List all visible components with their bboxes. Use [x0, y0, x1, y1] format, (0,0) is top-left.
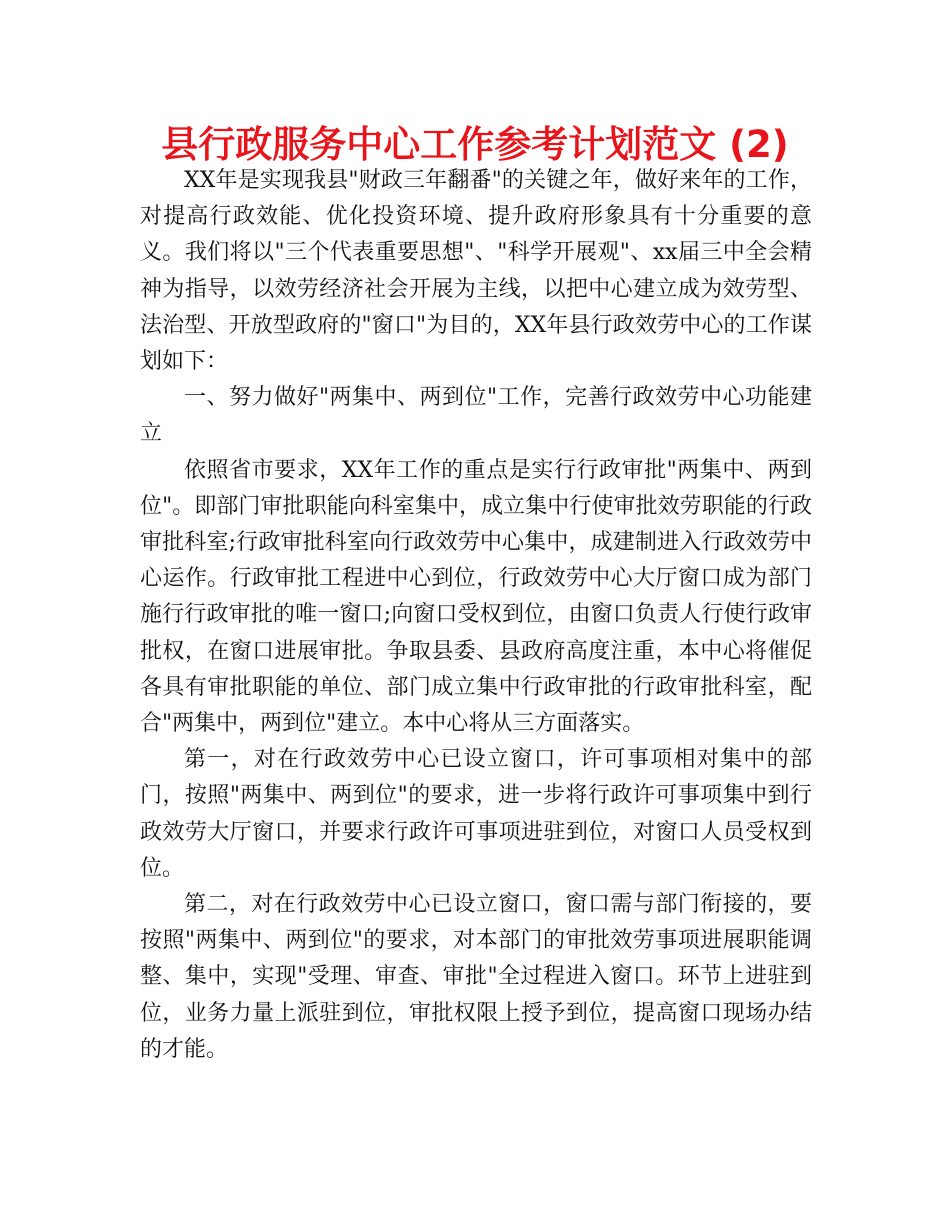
paragraph-intro: XX年是实现我县"财政三年翻番"的关键之年，做好来年的工作，对提高行政效能、优化投资环境、提升政府形象具有十分重要的意义。我们将以"三个代表重要思想"、"科学开展观"、xx届三中全会精神为指导，以效劳经济社会开展为主线，以把中心建立成为效劳型、法治型、开放型政府的"窗口"为目的，XX年县行政效劳中心的工作谋划如下：: [140, 168, 812, 375]
paragraph-first-measure: 第一，对在行政效劳中心已设立窗口，许可事项相对集中的部门，按照"两集中、两到位"的要求，进一步将行政许可事项集中到行政效劳大厅窗口，并要求行政许可事项进驻到位，对窗口人员受权到位。: [140, 747, 812, 881]
paragraph-second-measure: 第二，对在行政效劳中心已设立窗口，窗口需与部门衔接的，要按照"两集中、两到位"的要求，对本部门的审批效劳事项进展职能调整、集中，实现"受理、审查、审批"全过程进入窗口。环节上进驻到位，业务力量上派驻到位，审批权限上授予到位，提高窗口现场办结的才能。: [140, 892, 812, 1062]
paragraph-requirements: 依照省市要求，XX年工作的重点是实行行政审批"两集中、两到位"。即部门审批职能向科室集中，成立集中行使审批效劳职能的行政审批科室;行政审批科室向行政效劳中心集中，成建制进入行政效劳中心运作。行政审批工程进中心到位，行政效劳中心大厅窗口成为部门施行行政审批的唯一窗口;向窗口受权到位，由窗口负责人行使行政审批权，在窗口进展审批。争取县委、县政府高度注重，本中心将催促各具有审批职能的单位、部门成立集中行政审批的行政审批科室，配合"两集中，两到位"建立。本中心将从三方面落实。: [140, 457, 812, 737]
document-title: 县行政服务中心工作参考计划范文 (2): [161, 123, 789, 166]
paragraph-section-heading: 一、努力做好"两集中、两到位"工作，完善行政效劳中心功能建立: [140, 385, 812, 447]
document-body: [140, 163, 812, 1068]
